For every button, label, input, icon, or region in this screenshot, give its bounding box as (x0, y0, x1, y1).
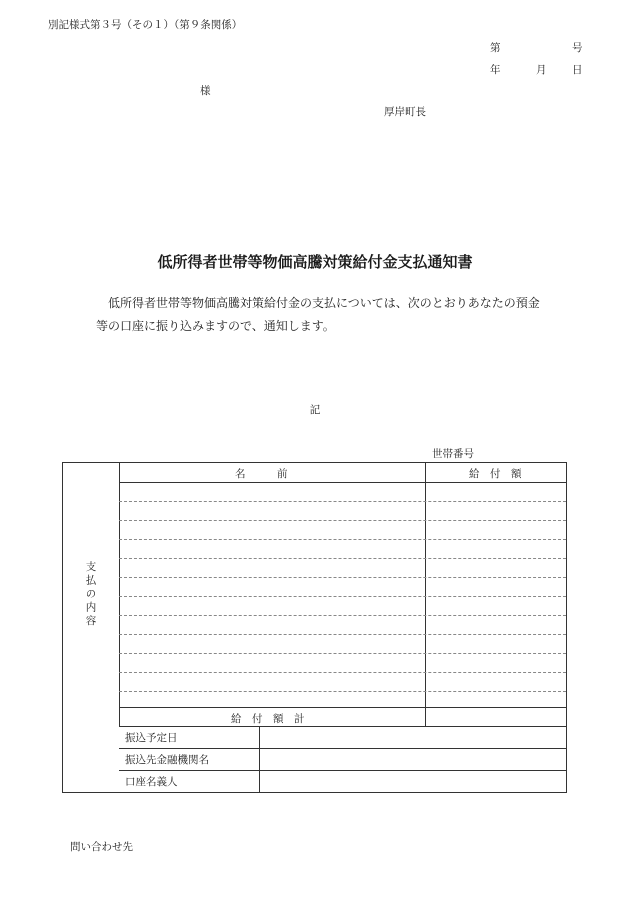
entry-row (119, 615, 566, 616)
entry-row (119, 520, 566, 521)
entry-row (119, 653, 566, 654)
ki-marker: 記 (309, 404, 321, 416)
bank-name-label: 振込先金融機関名 (125, 754, 209, 766)
date-year-label: 年 (490, 64, 501, 76)
document-number-label: 第 (490, 42, 501, 54)
scheduled-transfer-date-label: 振込予定日 (125, 732, 178, 744)
document-number-suffix: 号 (572, 42, 583, 54)
name-column-header: 名 前 (235, 468, 288, 480)
total-amount-label: 給 付 額 計 (231, 713, 305, 725)
date-month-label: 月 (536, 64, 547, 76)
account-holder-label: 口座名義人 (125, 776, 178, 788)
entry-row (119, 539, 566, 540)
entry-row (119, 558, 566, 559)
payment-table (62, 462, 567, 793)
contact-label: 問い合わせ先 (70, 841, 133, 853)
entry-row (119, 634, 566, 635)
form-label: 別記様式第３号（その１）（第９条関係） (48, 19, 243, 31)
household-number-label: 世帯番号 (432, 448, 474, 460)
entry-row (119, 501, 566, 502)
entry-row (119, 577, 566, 578)
document-title: 低所得者世帯等物価高騰対策給付金支払通知書 (157, 253, 473, 271)
sender-name: 厚岸町長 (384, 106, 426, 118)
entry-row (119, 596, 566, 597)
body-text: 低所得者世帯等物価高騰対策給付金の支払については、次のとおりあなたの預金等の口座に振り込みますので、通知します。 (96, 296, 540, 333)
recipient-honorific: 様 (200, 85, 211, 97)
amount-column-header: 給 付 額 (469, 468, 522, 480)
payment-contents-label: 支払の内容 (84, 560, 97, 629)
entry-row (119, 691, 566, 692)
entry-row (119, 672, 566, 673)
date-day-label: 日 (572, 64, 583, 76)
